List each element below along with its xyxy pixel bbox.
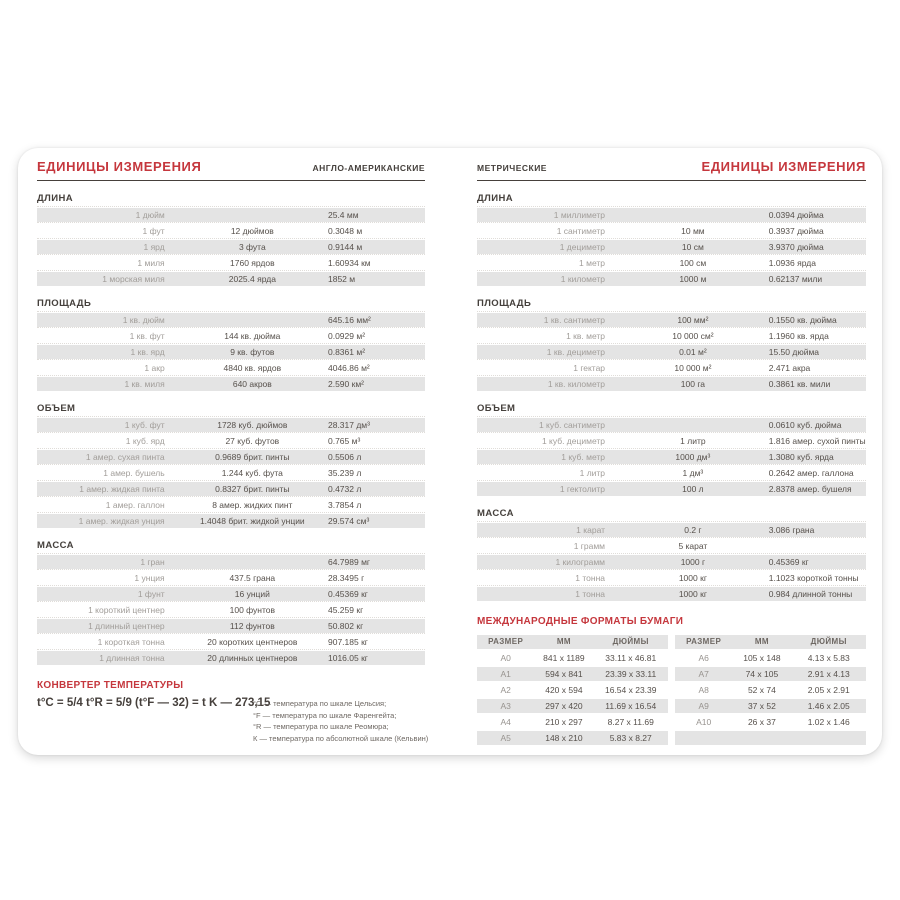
paper-inch-cell: 33.11 x 46.81 bbox=[605, 653, 657, 663]
value-cell: 0.1550 кв. дюйма bbox=[768, 315, 837, 325]
unit-cell: 1 карат bbox=[576, 525, 606, 535]
unit-cell: 1 куб. дециметр bbox=[541, 436, 606, 446]
paper-size-cell: A2 bbox=[500, 685, 511, 695]
equivalent-cell: 2025.4 ярда bbox=[228, 274, 276, 284]
value-cell: 4046.86 м² bbox=[327, 363, 370, 373]
table-row bbox=[477, 224, 866, 238]
unit-cell: 1 кв. дюйм bbox=[122, 315, 165, 325]
paper-header-row bbox=[477, 635, 668, 649]
unit-cell: 1 гектолитр bbox=[559, 484, 606, 494]
paper-mm-cell bbox=[732, 731, 791, 745]
paper-inch-cell: 1.46 x 2.05 bbox=[807, 701, 850, 711]
value-cell: 0.3937 дюйма bbox=[768, 226, 824, 236]
temperature-note: °C — температура по шкале Цельсия; bbox=[253, 699, 387, 708]
equivalent-cell: 1760 ярдов bbox=[230, 258, 275, 268]
value-cell: 0.3861 кв. мили bbox=[768, 379, 831, 389]
temperature-note: °F — температура по шкале Фаренгейта; bbox=[253, 710, 397, 720]
table-row bbox=[37, 619, 425, 633]
left-unit-sections bbox=[37, 193, 425, 665]
table-row bbox=[37, 240, 425, 254]
value-cell: 50.802 кг bbox=[327, 621, 364, 631]
paper-mm-cell: 594 x 841 bbox=[545, 669, 583, 679]
right-page-header bbox=[477, 159, 866, 176]
value-cell: 0.0394 дюйма bbox=[768, 210, 824, 220]
temperature-converter bbox=[37, 680, 429, 745]
unit-cell: 1 длинная тонна bbox=[99, 653, 165, 663]
paper-formats-tables bbox=[477, 633, 866, 745]
paper-row bbox=[477, 667, 668, 681]
value-cell: 1.3080 куб. ярда bbox=[768, 452, 834, 462]
paper-header-cell: ММ bbox=[754, 637, 769, 646]
paper-header-cell: РАЗМЕР bbox=[686, 637, 722, 646]
left-page bbox=[18, 148, 450, 755]
unit-section bbox=[37, 540, 425, 665]
value-cell: 35.239 л bbox=[327, 468, 362, 478]
table-row bbox=[37, 587, 425, 601]
equivalent-cell: 640 акров bbox=[232, 379, 272, 389]
paper-inch-cell: 1.02 x 1.46 bbox=[807, 717, 850, 727]
equivalent-cell: 16 унций bbox=[234, 589, 270, 599]
table-row bbox=[477, 555, 866, 569]
paper-size-cell: A10 bbox=[696, 717, 712, 727]
unit-cell: 1 короткий центнер bbox=[88, 605, 165, 615]
value-cell: 1.1023 короткой тонны bbox=[768, 573, 859, 583]
page-subtitle: АНГЛО-АМЕРИКАНСКИЕ bbox=[312, 163, 425, 173]
equivalent-cell: 3 фута bbox=[238, 242, 266, 252]
right-unit-sections bbox=[477, 193, 866, 601]
table-row bbox=[37, 418, 425, 432]
value-cell: 29.574 см³ bbox=[327, 516, 370, 526]
table-row bbox=[37, 555, 425, 569]
temperature-converter-title: КОНВЕРТЕР ТЕМПЕРАТУРЫ bbox=[37, 680, 184, 691]
table-row bbox=[477, 482, 866, 496]
unit-cell: 1 километр bbox=[560, 274, 606, 284]
paper-row bbox=[675, 667, 866, 681]
unit-cell: 1 унция bbox=[134, 573, 165, 583]
header-rule bbox=[477, 180, 866, 181]
unit-section bbox=[477, 403, 866, 496]
unit-cell: 1 килограмм bbox=[555, 557, 606, 567]
paper-inch-cell: 5.83 x 8.27 bbox=[609, 733, 652, 743]
unit-cell: 1 грамм bbox=[573, 541, 606, 551]
value-cell: 3.9370 дюйма bbox=[768, 242, 824, 252]
section-rows bbox=[37, 555, 425, 665]
table-row bbox=[37, 450, 425, 464]
page-title: ЕДИНИЦЫ ИЗМЕРЕНИЯ bbox=[37, 159, 202, 174]
paper-row bbox=[477, 651, 668, 665]
right-page bbox=[450, 148, 882, 755]
table-row bbox=[477, 377, 866, 391]
unit-section bbox=[37, 298, 425, 391]
unit-cell: 1 сантиметр bbox=[556, 226, 606, 236]
left-page-header bbox=[37, 159, 425, 176]
unit-cell: 1 амер. сухая пинта bbox=[85, 452, 165, 462]
table-row bbox=[477, 418, 866, 432]
equivalent-cell: 12 дюймов bbox=[230, 226, 274, 236]
equivalent-cell: 0.9689 брит. пинты bbox=[215, 452, 290, 462]
table-row bbox=[477, 256, 866, 270]
paper-size-cell: A7 bbox=[698, 669, 709, 679]
equivalent-cell: 4840 кв. ярдов bbox=[223, 363, 282, 373]
table-row bbox=[477, 434, 866, 448]
unit-cell: 1 кв. дециметр bbox=[546, 347, 606, 357]
paper-row bbox=[675, 715, 866, 729]
paper-inch-cell bbox=[792, 731, 866, 745]
table-row bbox=[37, 361, 425, 375]
table-row bbox=[37, 208, 425, 222]
unit-cell: 1 ярд bbox=[143, 242, 165, 252]
unit-cell: 1 амер. галлон bbox=[105, 500, 165, 510]
unit-cell: 1 длинный центнер bbox=[88, 621, 165, 631]
equivalent-cell: 27 куб. футов bbox=[225, 436, 280, 446]
temperature-note: К — температура по абсолютной шкале (Кельвин) bbox=[253, 733, 429, 743]
table-row bbox=[37, 635, 425, 649]
equivalent-cell: 100 фунтов bbox=[229, 605, 276, 615]
equivalent-cell: 9 кв. футов bbox=[230, 347, 275, 357]
paper-size-cell: A3 bbox=[500, 701, 511, 711]
table-row bbox=[37, 345, 425, 359]
equivalent-cell: 1 литр bbox=[680, 436, 706, 446]
equivalent-cell: 1000 г bbox=[680, 557, 706, 567]
table-row bbox=[37, 651, 425, 665]
equivalent-cell: 10 см bbox=[681, 242, 704, 252]
paper-inch-cell: 16.54 x 23.39 bbox=[604, 685, 657, 695]
equivalent-cell: 1000 кг bbox=[678, 573, 707, 583]
equivalent-cell: 1728 куб. дюймов bbox=[217, 420, 288, 430]
paper-formats bbox=[477, 616, 866, 745]
paper-size-cell: A5 bbox=[500, 733, 511, 743]
section-title: ОБЪЕМ bbox=[37, 403, 76, 414]
table-row bbox=[37, 377, 425, 391]
unit-cell: 1 тонна bbox=[575, 589, 606, 599]
value-cell: 1.60934 км bbox=[327, 258, 371, 268]
table-row bbox=[37, 329, 425, 343]
equivalent-cell: 100 л bbox=[682, 484, 704, 494]
paper-mm-cell: 26 x 37 bbox=[747, 717, 776, 727]
paper-header-cell: РАЗМЕР bbox=[488, 637, 524, 646]
value-cell: 2.8378 амер. бушеля bbox=[768, 484, 852, 494]
section-title: МАССА bbox=[477, 508, 514, 519]
unit-cell: 1 фут bbox=[142, 226, 165, 236]
paper-inch-cell: 4.13 x 5.83 bbox=[807, 653, 850, 663]
paper-row bbox=[477, 731, 668, 745]
unit-section bbox=[477, 508, 866, 601]
notebook-spread bbox=[18, 148, 882, 755]
paper-row bbox=[675, 731, 866, 745]
equivalent-cell: 1000 м bbox=[679, 274, 707, 284]
equivalent-cell: 10 000 см² bbox=[672, 331, 714, 341]
unit-cell: 1 амер. бушель bbox=[103, 468, 165, 478]
table-row bbox=[477, 466, 866, 480]
paper-inch-cell: 2.91 x 4.13 bbox=[807, 669, 850, 679]
paper-row bbox=[477, 715, 668, 729]
table-row bbox=[477, 329, 866, 343]
equivalent-cell: 10 000 м² bbox=[674, 363, 712, 373]
equivalent-cell: 1.4048 брит. жидкой унции bbox=[199, 516, 305, 526]
table-row bbox=[37, 466, 425, 480]
unit-section bbox=[477, 193, 866, 286]
equivalent-cell bbox=[617, 208, 769, 222]
paper-row bbox=[477, 683, 668, 697]
paper-inch-cell: 8.27 x 11.69 bbox=[607, 717, 654, 727]
unit-cell: 1 гектар bbox=[573, 363, 606, 373]
equivalent-cell bbox=[177, 208, 328, 222]
unit-cell: 1 морская миля bbox=[102, 274, 165, 284]
table-row bbox=[37, 272, 425, 286]
paper-row bbox=[675, 699, 866, 713]
paper-size-cell: A6 bbox=[698, 653, 709, 663]
value-cell: 0.984 длинной тонны bbox=[768, 589, 853, 599]
paper-size-cell bbox=[675, 731, 732, 745]
unit-cell: 1 дюйм bbox=[135, 210, 165, 220]
paper-row bbox=[477, 699, 668, 713]
unit-cell: 1 фунт bbox=[137, 589, 165, 599]
paper-size-cell: A8 bbox=[698, 685, 709, 695]
equivalent-cell: 1000 дм³ bbox=[675, 452, 711, 462]
table-row bbox=[37, 498, 425, 512]
equivalent-cell: 0.2 г bbox=[684, 525, 702, 535]
value-cell: 0.0610 куб. дюйма bbox=[768, 420, 842, 430]
unit-cell: 1 тонна bbox=[575, 573, 606, 583]
value-cell: 907.185 кг bbox=[327, 637, 368, 647]
equivalent-cell: 0.01 м² bbox=[679, 347, 707, 357]
temperature-converter-body bbox=[37, 697, 429, 745]
paper-header-row bbox=[675, 635, 866, 649]
equivalent-cell: 20 длинных центнеров bbox=[207, 653, 298, 663]
equivalent-cell: 1000 кг bbox=[678, 589, 707, 599]
unit-cell: 1 кв. километр bbox=[547, 379, 606, 389]
section-rows bbox=[477, 208, 866, 286]
value-cell: 1.0936 ярда bbox=[768, 258, 816, 268]
paper-header-cell: ДЮЙМЫ bbox=[810, 637, 847, 646]
section-rows bbox=[477, 418, 866, 496]
temperature-notes bbox=[253, 697, 428, 745]
table-row bbox=[37, 514, 425, 528]
unit-cell: 1 кв. фут bbox=[129, 331, 165, 341]
equivalent-cell: 100 см bbox=[679, 258, 707, 268]
equivalent-cell bbox=[177, 313, 328, 327]
table-row bbox=[477, 450, 866, 464]
equivalent-cell: 8 амер. жидких пинт bbox=[212, 500, 293, 510]
value-cell: 28.317 дм³ bbox=[327, 420, 370, 430]
equivalent-cell: 0.8327 брит. пинты bbox=[215, 484, 290, 494]
section-rows bbox=[37, 313, 425, 391]
equivalent-cell: 5 карат bbox=[678, 541, 708, 551]
table-row bbox=[477, 361, 866, 375]
unit-cell: 1 куб. фут bbox=[124, 420, 165, 430]
section-title: ОБЪЕМ bbox=[477, 403, 516, 414]
value-cell: 645.16 мм² bbox=[327, 315, 371, 325]
section-rows bbox=[37, 208, 425, 286]
page-title: ЕДИНИЦЫ ИЗМЕРЕНИЯ bbox=[701, 159, 866, 174]
value-cell: 3.7854 л bbox=[327, 500, 362, 510]
equivalent-cell: 437.5 грана bbox=[229, 573, 276, 583]
equivalent-cell: 112 фунтов bbox=[229, 621, 275, 631]
value-cell: 0.5506 л bbox=[327, 452, 362, 462]
unit-cell: 1 гран bbox=[140, 557, 165, 567]
table-row bbox=[477, 240, 866, 254]
value-cell: 0.45369 кг bbox=[327, 589, 368, 599]
value-cell: 0.62137 мили bbox=[768, 274, 823, 284]
paper-mm-cell: 74 x 105 bbox=[745, 669, 779, 679]
table-row bbox=[37, 603, 425, 617]
paper-inch-cell: 23.39 x 33.11 bbox=[605, 669, 657, 679]
paper-mm-cell: 210 x 297 bbox=[545, 717, 583, 727]
value-cell: 0.45369 кг bbox=[768, 557, 809, 567]
unit-cell: 1 миллиметр bbox=[553, 210, 606, 220]
unit-cell: 1 куб. метр bbox=[561, 452, 606, 462]
paper-mm-cell: 37 x 52 bbox=[747, 701, 776, 711]
equivalent-cell bbox=[177, 555, 328, 569]
paper-size-cell: A4 bbox=[500, 717, 511, 727]
paper-mm-cell: 52 x 74 bbox=[747, 685, 776, 695]
temperature-formula: t°C = 5/4 t°R = 5/9 (t°F — 32) = t K — 273,15 bbox=[37, 697, 271, 709]
unit-cell: 1 миля bbox=[137, 258, 165, 268]
unit-cell: 1 литр bbox=[579, 468, 606, 478]
value-cell: 45.259 кг bbox=[327, 605, 364, 615]
paper-inch-cell: 2.05 x 2.91 bbox=[807, 685, 850, 695]
page-subtitle: МЕТРИЧЕСКИЕ bbox=[477, 163, 547, 173]
value-cell: 1852 м bbox=[327, 274, 356, 284]
value-cell: 1.816 амер. сухой пинты bbox=[768, 436, 866, 446]
paper-row bbox=[675, 683, 866, 697]
section-title: МАССА bbox=[37, 540, 74, 551]
value-cell: 1016.05 кг bbox=[327, 653, 368, 663]
value-cell: 0.8361 м² bbox=[327, 347, 366, 357]
table-row bbox=[37, 224, 425, 238]
value-cell: 64.7989 мг bbox=[327, 557, 371, 567]
unit-cell: 1 куб. ярд bbox=[125, 436, 165, 446]
paper-table-a0-a5 bbox=[477, 633, 668, 745]
paper-inch-cell: 11.69 x 16.54 bbox=[605, 701, 657, 711]
table-row bbox=[477, 208, 866, 222]
section-rows bbox=[37, 418, 425, 528]
table-row bbox=[477, 539, 866, 553]
unit-cell: 1 дециметр bbox=[559, 242, 606, 252]
table-row bbox=[37, 434, 425, 448]
paper-mm-cell: 841 x 1189 bbox=[543, 653, 585, 663]
table-row bbox=[37, 571, 425, 585]
table-row bbox=[477, 313, 866, 327]
table-row bbox=[477, 345, 866, 359]
equivalent-cell bbox=[617, 418, 769, 432]
section-title: ПЛОЩАДЬ bbox=[477, 298, 532, 309]
value-cell: 0.2642 амер. галлона bbox=[768, 468, 854, 478]
paper-row bbox=[675, 651, 866, 665]
unit-cell: 1 короткая тонна bbox=[97, 637, 165, 647]
unit-cell: 1 кв. ярд bbox=[130, 347, 165, 357]
paper-header-cell: ДЮЙМЫ bbox=[612, 637, 649, 646]
paper-size-cell: A9 bbox=[698, 701, 709, 711]
value-cell: 2.471 акра bbox=[768, 363, 811, 373]
unit-cell: 1 кв. сантиметр bbox=[543, 315, 606, 325]
table-row bbox=[37, 482, 425, 496]
paper-mm-cell: 297 x 420 bbox=[545, 701, 583, 711]
value-cell: 15.50 дюйма bbox=[768, 347, 820, 357]
value-cell: 25.4 мм bbox=[327, 210, 359, 220]
equivalent-cell: 1 дм³ bbox=[682, 468, 704, 478]
section-rows bbox=[477, 313, 866, 391]
section-title: ДЛИНА bbox=[477, 193, 513, 204]
value-cell: 0.765 м³ bbox=[327, 436, 361, 446]
equivalent-cell: 1.244 куб. фута bbox=[221, 468, 283, 478]
value-cell: 3.086 грана bbox=[768, 525, 815, 535]
equivalent-cell: 100 мм² bbox=[677, 315, 709, 325]
unit-section bbox=[477, 298, 866, 391]
equivalent-cell: 100 га bbox=[680, 379, 705, 389]
header-rule bbox=[37, 180, 425, 181]
value-cell: 0.9144 м bbox=[327, 242, 363, 252]
equivalent-cell: 144 кв. дюйма bbox=[224, 331, 281, 341]
unit-cell: 1 акр bbox=[144, 363, 165, 373]
temperature-note: °R — температура по шкале Реомюра; bbox=[253, 722, 389, 732]
paper-mm-cell: 148 x 210 bbox=[545, 733, 583, 743]
table-row bbox=[477, 523, 866, 537]
paper-size-cell: A0 bbox=[500, 653, 511, 663]
unit-cell: 1 метр bbox=[579, 258, 606, 268]
section-rows bbox=[477, 523, 866, 601]
unit-cell: 1 амер. жидкая пинта bbox=[79, 484, 165, 494]
unit-cell: 1 амер. жидкая унция bbox=[78, 516, 165, 526]
value-cell: 0.0929 м² bbox=[327, 331, 366, 341]
paper-table-a6-a10 bbox=[675, 633, 866, 745]
section-title: ПЛОЩАДЬ bbox=[37, 298, 92, 309]
table-row bbox=[37, 256, 425, 270]
value-cell: 28.3495 г bbox=[327, 573, 365, 583]
unit-cell: 1 куб. сантиметр bbox=[538, 420, 606, 430]
value-cell: 0.4732 л bbox=[327, 484, 362, 494]
unit-section bbox=[37, 403, 425, 528]
unit-section bbox=[37, 193, 425, 286]
paper-header-cell: ММ bbox=[556, 637, 571, 646]
section-title: ДЛИНА bbox=[37, 193, 73, 204]
value-cell: 1.1960 кв. ярда bbox=[768, 331, 829, 341]
paper-mm-cell: 420 x 594 bbox=[545, 685, 583, 695]
table-row bbox=[477, 272, 866, 286]
table-row bbox=[477, 571, 866, 585]
equivalent-cell: 20 коротких центнеров bbox=[207, 637, 298, 647]
equivalent-cell: 10 мм bbox=[681, 226, 705, 236]
table-row bbox=[37, 313, 425, 327]
value-cell: 0.3048 м bbox=[327, 226, 363, 236]
value-cell: 2.590 км² bbox=[327, 379, 365, 389]
value-cell bbox=[769, 539, 866, 553]
paper-mm-cell: 105 x 148 bbox=[743, 653, 781, 663]
unit-cell: 1 кв. миля bbox=[124, 379, 165, 389]
paper-size-cell: A1 bbox=[500, 669, 511, 679]
unit-cell: 1 кв. метр bbox=[566, 331, 606, 341]
table-row bbox=[477, 587, 866, 601]
paper-formats-title: МЕЖДУНАРОДНЫЕ ФОРМАТЫ БУМАГИ bbox=[477, 616, 684, 627]
